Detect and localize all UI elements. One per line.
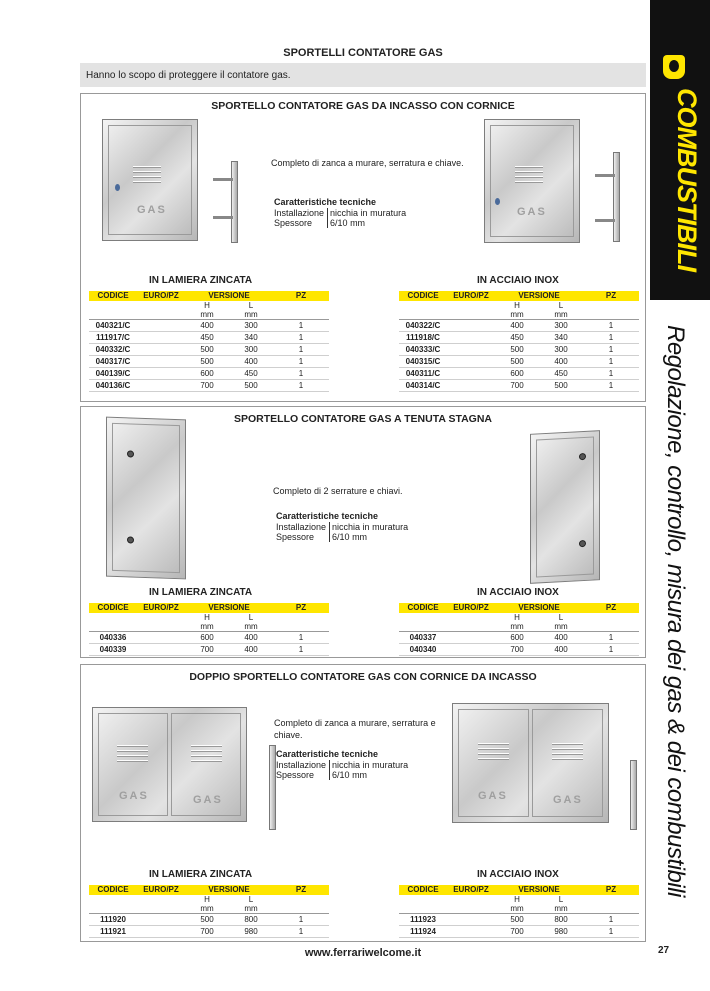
col-height: H mm bbox=[495, 613, 539, 632]
height-value: 700 bbox=[495, 926, 539, 938]
price-cell bbox=[137, 380, 185, 392]
product-code: 111920 bbox=[89, 914, 137, 926]
price-table bbox=[89, 291, 329, 392]
col-header-qty: PZ bbox=[273, 603, 329, 613]
width-value: 980 bbox=[539, 926, 583, 938]
product-code: 111923 bbox=[399, 914, 447, 926]
col-header-code: CODICE bbox=[89, 291, 137, 301]
price-cell bbox=[447, 632, 495, 644]
qty-value: 1 bbox=[273, 344, 329, 356]
height-value: 700 bbox=[185, 644, 229, 656]
width-value: 800 bbox=[229, 914, 273, 926]
price-cell bbox=[447, 914, 495, 926]
product-description: Completo di 2 serrature e chiavi. bbox=[273, 486, 403, 496]
width-value: 300 bbox=[539, 320, 583, 332]
qty-value: 1 bbox=[583, 320, 639, 332]
product-code: 040336 bbox=[89, 632, 137, 644]
qty-value: 1 bbox=[273, 356, 329, 368]
double-door-product-image bbox=[452, 703, 609, 823]
thickness-value: 6/10 mm bbox=[330, 532, 412, 542]
width-value: 500 bbox=[539, 380, 583, 392]
col-header-qty: PZ bbox=[273, 291, 329, 301]
tech-specs bbox=[274, 197, 409, 228]
price-table bbox=[399, 603, 639, 656]
table-unit-row bbox=[399, 895, 639, 914]
tech-specs bbox=[276, 511, 411, 542]
price-cell bbox=[137, 344, 185, 356]
col-width: L mm bbox=[229, 301, 273, 320]
section-box bbox=[80, 406, 646, 658]
section-box bbox=[80, 93, 646, 402]
height-value: 450 bbox=[495, 332, 539, 344]
price-table bbox=[399, 291, 639, 392]
tech-specs bbox=[276, 749, 411, 780]
width-value: 450 bbox=[229, 368, 273, 380]
height-value: 500 bbox=[495, 356, 539, 368]
anchor-tab bbox=[213, 216, 233, 219]
table-row bbox=[89, 632, 329, 644]
table-row bbox=[89, 380, 329, 392]
col-header-code: CODICE bbox=[89, 603, 137, 613]
door-side-image bbox=[630, 760, 637, 830]
price-cell bbox=[447, 320, 495, 332]
table-unit-row bbox=[89, 301, 329, 320]
subsection-title: IN ACCIAIO INOX bbox=[477, 869, 559, 880]
qty-value: 1 bbox=[583, 926, 639, 938]
door-side-image bbox=[231, 161, 238, 243]
tech-table bbox=[274, 208, 409, 228]
tech-table bbox=[276, 522, 411, 542]
price-cell bbox=[137, 632, 185, 644]
product-code: 040339 bbox=[89, 644, 137, 656]
table-row bbox=[399, 632, 639, 644]
table-unit-row bbox=[399, 301, 639, 320]
price-cell bbox=[447, 926, 495, 938]
anchor-tab bbox=[213, 178, 233, 181]
col-header-qty: PZ bbox=[583, 291, 639, 301]
table-row bbox=[399, 644, 639, 656]
width-value: 400 bbox=[539, 632, 583, 644]
tech-title: Caratteristiche tecniche bbox=[276, 749, 379, 759]
gas-label-image: GAS bbox=[137, 204, 167, 216]
height-value: 500 bbox=[185, 356, 229, 368]
anchor-tab bbox=[595, 219, 615, 222]
intro-text: Hanno lo scopo di proteggere il contatore gas. bbox=[80, 63, 646, 87]
col-header-price: EURO/PZ bbox=[447, 291, 495, 301]
table-header-row bbox=[399, 603, 639, 613]
qty-value: 1 bbox=[273, 368, 329, 380]
table-header-row bbox=[89, 603, 329, 613]
product-code: 040337 bbox=[399, 632, 447, 644]
width-value: 340 bbox=[229, 332, 273, 344]
price-cell bbox=[447, 356, 495, 368]
table-row bbox=[89, 914, 329, 926]
qty-value: 1 bbox=[583, 344, 639, 356]
keyhole-icon bbox=[115, 184, 120, 191]
price-cell bbox=[137, 926, 185, 938]
gas-label-image: GAS bbox=[553, 794, 583, 806]
table-row bbox=[399, 926, 639, 938]
col-height: H mm bbox=[185, 301, 229, 320]
sidebar-subtitle: Regolazione, controllo, misura dei gas & dei combustibili bbox=[662, 325, 689, 897]
price-cell bbox=[137, 332, 185, 344]
price-cell bbox=[447, 332, 495, 344]
product-description: Completo di zanca a murare, serratura e chiave. bbox=[271, 158, 464, 168]
price-cell bbox=[447, 380, 495, 392]
page-number: 27 bbox=[658, 945, 670, 956]
double-door-product-image bbox=[92, 707, 247, 822]
width-value: 400 bbox=[539, 644, 583, 656]
section-title: SPORTELLO CONTATORE GAS A TENUTA STAGNA bbox=[233, 413, 493, 425]
thickness-label: Spessore bbox=[276, 770, 315, 780]
price-cell bbox=[447, 644, 495, 656]
tech-title: Caratteristiche tecniche bbox=[274, 197, 377, 207]
table-row bbox=[89, 320, 329, 332]
website-link[interactable]: www.ferrariwelcome.it bbox=[304, 947, 422, 959]
col-header-price: EURO/PZ bbox=[137, 603, 185, 613]
height-value: 700 bbox=[495, 380, 539, 392]
width-value: 400 bbox=[229, 644, 273, 656]
qty-value: 1 bbox=[273, 380, 329, 392]
product-code: 040322/C bbox=[399, 320, 447, 332]
tech-title: Caratteristiche tecniche bbox=[276, 511, 379, 521]
height-value: 700 bbox=[495, 644, 539, 656]
col-width: L mm bbox=[229, 613, 273, 632]
col-header-qty: PZ bbox=[583, 885, 639, 895]
door-product-image bbox=[484, 119, 580, 243]
height-value: 600 bbox=[185, 632, 229, 644]
col-header-code: CODICE bbox=[399, 291, 447, 301]
col-header-code: CODICE bbox=[399, 885, 447, 895]
table-row bbox=[89, 644, 329, 656]
col-header-version: VERSIONE bbox=[495, 603, 583, 613]
table-row bbox=[89, 356, 329, 368]
col-header-price: EURO/PZ bbox=[137, 885, 185, 895]
height-value: 600 bbox=[495, 632, 539, 644]
install-label: Installazione bbox=[274, 208, 325, 218]
section-box bbox=[80, 664, 646, 942]
section-title: DOPPIO SPORTELLO CONTATORE GAS CON CORNICE DA INCASSO bbox=[189, 671, 537, 683]
col-header-version: VERSIONE bbox=[185, 603, 273, 613]
height-value: 500 bbox=[185, 914, 229, 926]
door-side-image bbox=[269, 745, 276, 830]
price-cell bbox=[137, 356, 185, 368]
col-width: L mm bbox=[539, 895, 583, 914]
col-header-code: CODICE bbox=[399, 603, 447, 613]
table-row bbox=[399, 332, 639, 344]
price-cell bbox=[137, 644, 185, 656]
col-header-price: EURO/PZ bbox=[447, 603, 495, 613]
subsection-title: IN ACCIAIO INOX bbox=[477, 587, 559, 598]
page-title: SPORTELLI CONTATORE GAS bbox=[283, 47, 443, 59]
table-unit-row bbox=[399, 613, 639, 632]
install-value: nicchia in muratura bbox=[330, 522, 412, 532]
table-row bbox=[89, 344, 329, 356]
product-code: 040340 bbox=[399, 644, 447, 656]
col-header-version: VERSIONE bbox=[185, 291, 273, 301]
width-value: 400 bbox=[229, 632, 273, 644]
lock-icon bbox=[127, 536, 134, 543]
anchor-tab bbox=[595, 174, 615, 177]
price-cell bbox=[137, 368, 185, 380]
width-value: 500 bbox=[229, 380, 273, 392]
vent-slots bbox=[552, 743, 583, 763]
product-code: 111924 bbox=[399, 926, 447, 938]
width-value: 300 bbox=[229, 344, 273, 356]
door-frame bbox=[112, 423, 180, 573]
col-header-code: CODICE bbox=[89, 885, 137, 895]
vent-slots bbox=[133, 166, 161, 186]
price-cell bbox=[137, 320, 185, 332]
height-value: 500 bbox=[495, 914, 539, 926]
vent-slots bbox=[515, 166, 543, 186]
product-code: 040311/C bbox=[399, 368, 447, 380]
qty-value: 1 bbox=[273, 914, 329, 926]
table-header-row bbox=[89, 291, 329, 301]
height-value: 450 bbox=[185, 332, 229, 344]
subsection-title: IN LAMIERA ZINCATA bbox=[149, 869, 253, 880]
table-row bbox=[399, 914, 639, 926]
thickness-value: 6/10 mm bbox=[328, 218, 410, 228]
table-row bbox=[89, 926, 329, 938]
gas-label-image: GAS bbox=[478, 790, 508, 802]
qty-value: 1 bbox=[583, 332, 639, 344]
install-label: Installazione bbox=[276, 522, 327, 532]
col-width: L mm bbox=[539, 613, 583, 632]
section-title: SPORTELLO CONTATORE GAS DA INCASSO CON CORNICE bbox=[211, 100, 515, 112]
qty-value: 1 bbox=[583, 632, 639, 644]
subsection-title: IN LAMIERA ZINCATA bbox=[149, 275, 253, 286]
width-value: 400 bbox=[229, 356, 273, 368]
col-header-version: VERSIONE bbox=[185, 885, 273, 895]
qty-value: 1 bbox=[273, 926, 329, 938]
table-row bbox=[89, 332, 329, 344]
thickness-value: 6/10 mm bbox=[330, 770, 412, 780]
col-width: L mm bbox=[539, 301, 583, 320]
product-code: 040333/C bbox=[399, 344, 447, 356]
tech-table bbox=[276, 760, 411, 780]
height-value: 700 bbox=[185, 926, 229, 938]
vent-slots bbox=[478, 743, 509, 763]
product-code: 111921 bbox=[89, 926, 137, 938]
price-cell bbox=[447, 344, 495, 356]
table-row bbox=[399, 380, 639, 392]
price-cell bbox=[137, 914, 185, 926]
product-code: 040139/C bbox=[89, 368, 137, 380]
col-header-qty: PZ bbox=[273, 885, 329, 895]
table-row bbox=[89, 368, 329, 380]
subsection-title: IN ACCIAIO INOX bbox=[477, 275, 559, 286]
table-unit-row bbox=[89, 895, 329, 914]
qty-value: 1 bbox=[583, 368, 639, 380]
product-code: 040317/C bbox=[89, 356, 137, 368]
col-width: L mm bbox=[229, 895, 273, 914]
product-code: 111918/C bbox=[399, 332, 447, 344]
keyhole-icon bbox=[495, 198, 500, 205]
price-table bbox=[89, 885, 329, 938]
table-header-row bbox=[399, 291, 639, 301]
col-header-version: VERSIONE bbox=[495, 885, 583, 895]
table-row bbox=[399, 356, 639, 368]
product-code: 040315/C bbox=[399, 356, 447, 368]
qty-value: 1 bbox=[273, 320, 329, 332]
height-value: 600 bbox=[495, 368, 539, 380]
qty-value: 1 bbox=[273, 644, 329, 656]
width-value: 450 bbox=[539, 368, 583, 380]
thickness-label: Spessore bbox=[276, 532, 315, 542]
table-row bbox=[399, 320, 639, 332]
col-height: H mm bbox=[495, 301, 539, 320]
height-value: 500 bbox=[495, 344, 539, 356]
vent-slots bbox=[117, 745, 148, 765]
install-value: nicchia in muratura bbox=[330, 760, 412, 770]
table-row bbox=[399, 368, 639, 380]
gas-label-image: GAS bbox=[119, 790, 149, 802]
install-label: Installazione bbox=[276, 760, 327, 770]
table-row bbox=[399, 344, 639, 356]
height-value: 400 bbox=[495, 320, 539, 332]
table-unit-row bbox=[89, 613, 329, 632]
lock-icon bbox=[127, 450, 134, 457]
vent-slots bbox=[191, 745, 222, 765]
category-label: COMBUSTIBILI bbox=[672, 88, 702, 271]
height-value: 600 bbox=[185, 368, 229, 380]
door-side-image bbox=[613, 152, 620, 242]
qty-value: 1 bbox=[583, 914, 639, 926]
qty-value: 1 bbox=[583, 380, 639, 392]
price-cell bbox=[447, 368, 495, 380]
col-height: H mm bbox=[185, 613, 229, 632]
price-table bbox=[89, 603, 329, 656]
product-code: 040136/C bbox=[89, 380, 137, 392]
width-value: 400 bbox=[539, 356, 583, 368]
width-value: 800 bbox=[539, 914, 583, 926]
col-header-price: EURO/PZ bbox=[447, 885, 495, 895]
install-value: nicchia in muratura bbox=[328, 208, 410, 218]
gas-label-image: GAS bbox=[193, 794, 223, 806]
qty-value: 1 bbox=[273, 632, 329, 644]
product-description: Completo di zanca a murare, serratura e chiave. bbox=[274, 718, 436, 740]
col-height: H mm bbox=[495, 895, 539, 914]
qty-value: 1 bbox=[583, 644, 639, 656]
height-value: 400 bbox=[185, 320, 229, 332]
thickness-label: Spessore bbox=[274, 218, 313, 228]
table-header-row bbox=[89, 885, 329, 895]
price-table bbox=[399, 885, 639, 938]
door-product-image bbox=[102, 119, 198, 241]
table-header-row bbox=[399, 885, 639, 895]
width-value: 980 bbox=[229, 926, 273, 938]
col-header-version: VERSIONE bbox=[495, 291, 583, 301]
col-header-price: EURO/PZ bbox=[137, 291, 185, 301]
gas-label-image: GAS bbox=[517, 206, 547, 218]
product-code: 111917/C bbox=[89, 332, 137, 344]
product-code: 040332/C bbox=[89, 344, 137, 356]
subsection-title: IN LAMIERA ZINCATA bbox=[149, 587, 253, 598]
height-value: 500 bbox=[185, 344, 229, 356]
col-header-qty: PZ bbox=[583, 603, 639, 613]
width-value: 300 bbox=[539, 344, 583, 356]
col-height: H mm bbox=[185, 895, 229, 914]
door-product-image bbox=[530, 430, 600, 584]
product-code: 040321/C bbox=[89, 320, 137, 332]
qty-value: 1 bbox=[273, 332, 329, 344]
door-product-image bbox=[106, 417, 186, 580]
fuel-icon bbox=[663, 55, 685, 79]
width-value: 300 bbox=[229, 320, 273, 332]
height-value: 700 bbox=[185, 380, 229, 392]
width-value: 340 bbox=[539, 332, 583, 344]
qty-value: 1 bbox=[583, 356, 639, 368]
product-code: 040314/C bbox=[399, 380, 447, 392]
